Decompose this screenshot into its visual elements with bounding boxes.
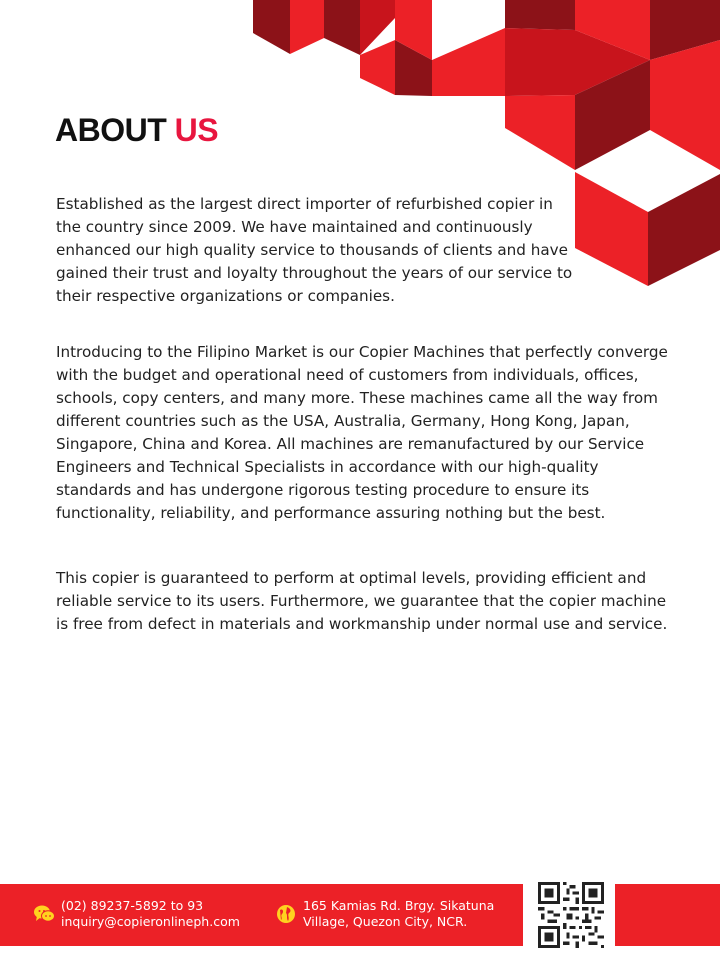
paragraph-guarantee: This copier is guaranteed to perform at optimal levels, providing efficient and reliable service to its users. Furthermore, we guarantee that the copier machine is free from defect in materials and workmanship under normal use and service. — [56, 569, 668, 633]
qr-code-icon — [538, 882, 604, 948]
title-part-about: ABOUT — [55, 112, 175, 148]
title-part-us: US — [174, 112, 219, 148]
chat-bubbles-icon — [33, 903, 55, 925]
contact-address — [275, 898, 494, 930]
qr-code-box[interactable] — [523, 876, 615, 954]
footer-phone[interactable]: (02) 89237-5892 to 93 — [61, 898, 204, 913]
footer-address-line1: 165 Kamias Rd. Brgy. Sikatuna — [303, 898, 495, 913]
contact-phone-email — [33, 898, 240, 930]
page-title — [55, 112, 218, 149]
paragraph-products: Introducing to the Filipino Market is our Copier Machines that perfectly converge with the budget and operational need of customers from individuals, offices, schools, copy centers, and many more. These machines came all the way from different countries such as the USA, Australia, Germany, Hong Kong, Japan, Singapore, China and Korea. All machines are remanufactured by our Service Engineers and Technical Specialists in accordance with our high-quality standards and has undergone rigorous testing procedure to ensure its functionality, reliability, and performance assuring nothing but the best. — [56, 343, 668, 522]
footer-email[interactable]: inquiry@copieronlineph.com — [61, 914, 240, 929]
globe-icon — [275, 903, 297, 925]
footer-address-line2: Village, Quezon City, NCR. — [303, 914, 468, 929]
paragraph-history: Established as the largest direct importer of refurbished copier in the country since 2009. We have maintained and continuously enhanced our high quality service to thousands of clients and have gained their trust and loyalty throughout the years of our service to their respective organizations or companies. — [56, 195, 573, 305]
